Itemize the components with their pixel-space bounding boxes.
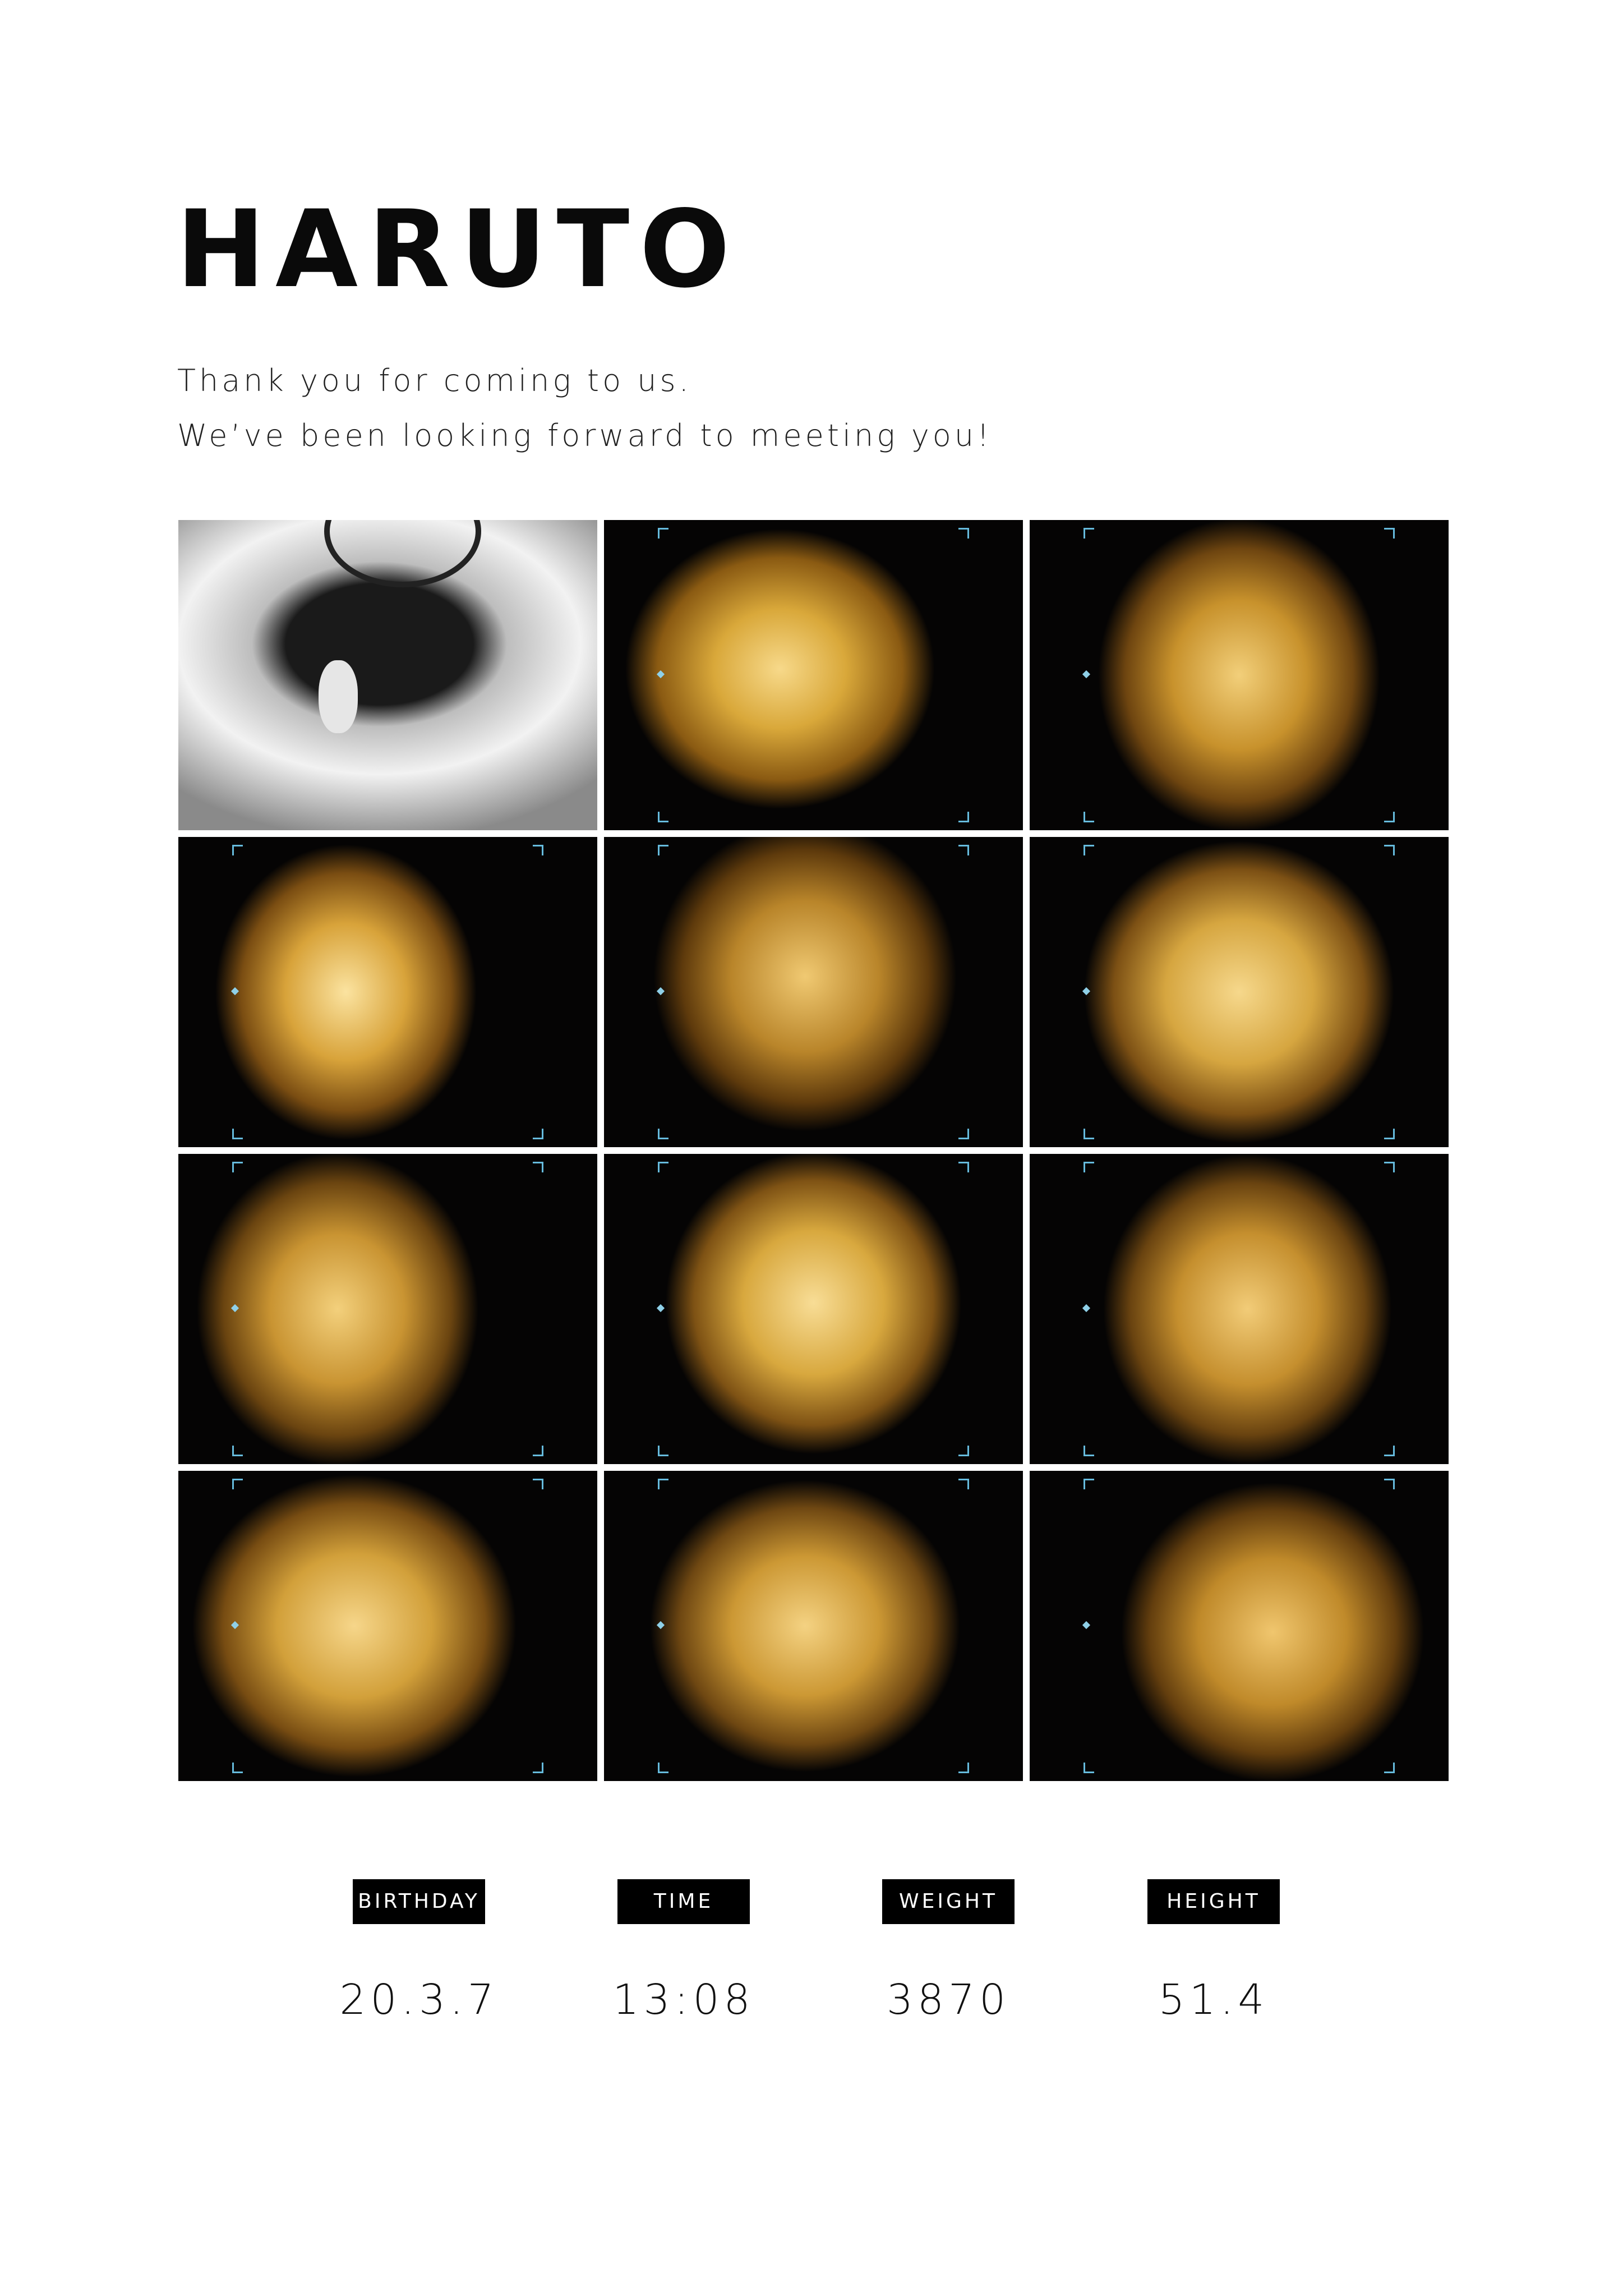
stat-value: 13:08 <box>612 1976 755 2024</box>
frame-corner-mark <box>958 1479 969 1489</box>
frame-corner-mark <box>1384 1479 1395 1489</box>
ultrasound-photo <box>178 1154 597 1464</box>
birth-stats <box>0 1879 1623 2047</box>
ultrasound-photo <box>178 837 597 1147</box>
stat-label: BIRTHDAY <box>353 1879 485 1924</box>
frame-corner-mark <box>232 1479 243 1489</box>
diamond-marker-icon <box>1082 1304 1090 1312</box>
diamond-marker-icon <box>231 1304 239 1312</box>
frame-corner-mark <box>232 1763 243 1773</box>
frame-corner-mark <box>1384 1446 1395 1456</box>
frame-corner-mark <box>1083 1162 1094 1172</box>
frame-corner-mark <box>1083 845 1094 855</box>
diamond-marker-icon <box>657 1304 665 1312</box>
stat-birthday <box>335 1879 503 2024</box>
stat-value: 20.3.7 <box>339 1976 499 2024</box>
frame-corner-mark <box>958 812 969 822</box>
frame-corner-mark <box>232 1162 243 1172</box>
frame-corner-mark <box>658 1129 668 1139</box>
ultrasound-photo <box>1030 520 1449 830</box>
stat-label: TIME <box>617 1879 750 1924</box>
frame-corner-mark <box>533 1479 543 1489</box>
diamond-marker-icon <box>231 987 239 995</box>
frame-corner-mark <box>658 812 668 822</box>
frame-corner-mark <box>658 1446 668 1456</box>
frame-corner-mark <box>1083 1479 1094 1489</box>
frame-corner-mark <box>1384 845 1395 855</box>
diamond-marker-icon <box>657 670 665 678</box>
baby-name-title: HARUTO <box>176 187 740 311</box>
frame-corner-mark <box>1083 812 1094 822</box>
ultrasound-ring <box>324 520 481 587</box>
frame-corner-mark <box>658 1479 668 1489</box>
diamond-marker-icon <box>657 1621 665 1629</box>
diamond-marker-icon <box>1082 670 1090 678</box>
stat-label: WEIGHT <box>882 1879 1015 1924</box>
ultrasound-photo-grid <box>178 520 1449 1781</box>
frame-corner-mark <box>958 528 969 539</box>
frame-corner-mark <box>958 1129 969 1139</box>
frame-corner-mark <box>533 1446 543 1456</box>
frame-corner-mark <box>533 1162 543 1172</box>
frame-corner-mark <box>1384 1129 1395 1139</box>
diamond-marker-icon <box>1082 1621 1090 1629</box>
frame-corner-mark <box>658 1162 668 1172</box>
ultrasound-photo <box>604 837 1023 1147</box>
frame-corner-mark <box>1384 812 1395 822</box>
frame-corner-mark <box>1083 1763 1094 1773</box>
stat-weight <box>864 1879 1032 2024</box>
frame-corner-mark <box>1083 1129 1094 1139</box>
frame-corner-mark <box>658 1763 668 1773</box>
ultrasound-photo <box>178 1471 597 1781</box>
ultrasound-photo <box>1030 1471 1449 1781</box>
frame-corner-mark <box>1083 528 1094 539</box>
frame-corner-mark <box>1384 1162 1395 1172</box>
frame-corner-mark <box>958 1446 969 1456</box>
welcome-message <box>177 353 993 463</box>
frame-corner-mark <box>533 1129 543 1139</box>
ultrasound-fetus <box>319 660 358 733</box>
message-line-1: Thank you for coming to us. <box>177 363 692 398</box>
frame-corner-mark <box>232 1129 243 1139</box>
frame-corner-mark <box>658 845 668 855</box>
ultrasound-photo <box>1030 1154 1449 1464</box>
message-line-2: We’ve been looking forward to meeting you! <box>177 418 993 453</box>
frame-corner-mark <box>1083 1446 1094 1456</box>
ultrasound-photo <box>178 520 597 830</box>
frame-corner-mark <box>1384 528 1395 539</box>
ultrasound-photo <box>604 1471 1023 1781</box>
frame-corner-mark <box>533 1763 543 1773</box>
ultrasound-photo <box>1030 837 1449 1147</box>
frame-corner-mark <box>958 845 969 855</box>
frame-corner-mark <box>658 528 668 539</box>
frame-corner-mark <box>232 1446 243 1456</box>
diamond-marker-icon <box>1082 987 1090 995</box>
frame-corner-mark <box>958 1763 969 1773</box>
stat-label: HEIGHT <box>1147 1879 1280 1924</box>
frame-corner-mark <box>1384 1763 1395 1773</box>
stat-time <box>600 1879 768 2024</box>
stat-value: 51.4 <box>1158 1976 1269 2024</box>
ultrasound-photo <box>604 520 1023 830</box>
frame-corner-mark <box>533 845 543 855</box>
frame-corner-mark <box>232 845 243 855</box>
frame-corner-mark <box>958 1162 969 1172</box>
stat-value: 3870 <box>886 1976 1011 2024</box>
ultrasound-photo <box>604 1154 1023 1464</box>
stat-height <box>1129 1879 1298 2024</box>
diamond-marker-icon <box>231 1621 239 1629</box>
diamond-marker-icon <box>657 987 665 995</box>
